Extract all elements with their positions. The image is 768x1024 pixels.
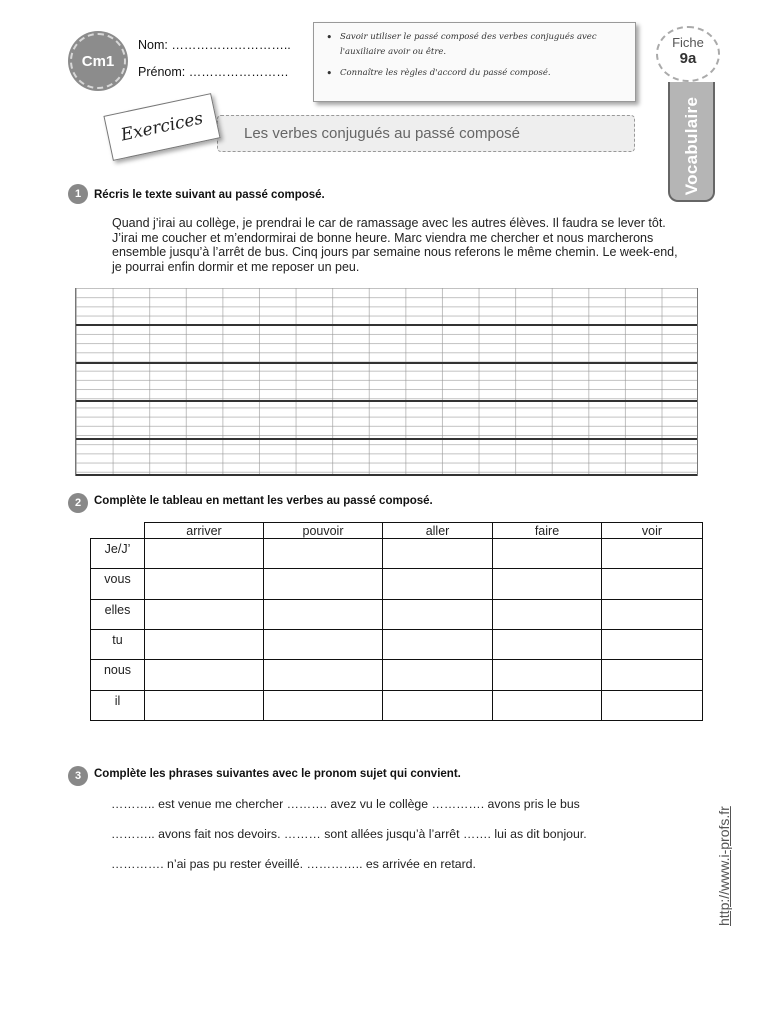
verb-header: aller — [383, 523, 493, 539]
verb-header: arriver — [145, 523, 264, 539]
answer-cell[interactable] — [383, 600, 493, 630]
answer-cell[interactable] — [493, 539, 602, 569]
grid-major-line — [76, 438, 697, 440]
answer-cell[interactable] — [145, 539, 264, 569]
nom-field[interactable]: Nom: ……………………….. — [138, 38, 291, 52]
answer-cell[interactable] — [493, 569, 602, 600]
exercise-number-badge: 1 — [68, 184, 88, 204]
prenom-field[interactable]: Prénom: …………………… — [138, 65, 289, 79]
worksheet-title-box — [217, 115, 635, 152]
answer-cell[interactable] — [145, 630, 264, 660]
fill-in-sentence[interactable]: ……….. est venue me chercher ………. avez vu le collège …………. avons pris le bus — [111, 797, 580, 811]
table-row — [91, 539, 703, 569]
verb-header: pouvoir — [264, 523, 383, 539]
grid-major-line — [76, 474, 697, 476]
answer-cell[interactable] — [493, 691, 602, 721]
exercices-label: Exercices — [119, 108, 205, 146]
table-row — [91, 569, 703, 600]
pronoun-cell: elles — [91, 600, 145, 630]
answer-cell[interactable] — [383, 630, 493, 660]
answer-cell[interactable] — [264, 691, 383, 721]
answer-cell[interactable] — [493, 600, 602, 630]
subject-label: Vocabulaire — [681, 96, 701, 195]
answer-cell[interactable] — [264, 600, 383, 630]
pronoun-cell: vous — [91, 569, 145, 600]
grid-major-line — [76, 324, 697, 326]
answer-cell[interactable] — [383, 569, 493, 600]
table-row — [91, 691, 703, 721]
answer-cell[interactable] — [602, 630, 703, 660]
answer-cell[interactable] — [602, 539, 703, 569]
subject-tab — [668, 82, 715, 202]
level-badge: Cm1 — [70, 33, 126, 89]
answer-cell[interactable] — [493, 660, 602, 691]
exercise-instruction: Récris le texte suivant au passé composé. — [94, 189, 325, 201]
verb-header: faire — [493, 523, 602, 539]
answer-cell[interactable] — [264, 660, 383, 691]
answer-cell[interactable] — [602, 569, 703, 600]
answer-cell[interactable] — [264, 630, 383, 660]
table-row — [91, 630, 703, 660]
answer-cell[interactable] — [145, 660, 264, 691]
answer-cell[interactable] — [602, 600, 703, 630]
exercise-number-badge: 2 — [68, 493, 88, 513]
writing-grid[interactable] — [75, 288, 698, 476]
answer-cell[interactable] — [383, 691, 493, 721]
fiche-badge — [656, 26, 720, 82]
source-url[interactable]: http://www.i-profs.fr — [716, 806, 732, 926]
table-corner — [91, 523, 145, 539]
fiche-number: 9a — [679, 50, 697, 67]
table-row — [91, 660, 703, 691]
answer-cell[interactable] — [264, 539, 383, 569]
answer-cell[interactable] — [264, 569, 383, 600]
pronoun-cell: tu — [91, 630, 145, 660]
fiche-label: Fiche — [672, 35, 704, 50]
objectives-box — [313, 22, 636, 102]
fill-in-sentence[interactable]: …………. n’ai pas pu rester éveillé. ………….. es arrivée en retard. — [111, 857, 476, 871]
fill-in-sentence[interactable]: ……….. avons fait nos devoirs. ……… sont allées jusqu’à l’arrêt ……. lui as dit bonjour. — [111, 827, 587, 841]
worksheet-title: Les verbes conjugués au passé composé — [244, 125, 521, 142]
table-row — [91, 600, 703, 630]
answer-cell[interactable] — [383, 539, 493, 569]
objective-item: • Savoir utiliser le passé composé des verbes conjugués avec l'auxiliaire avoir ou être. — [326, 30, 627, 60]
exercices-label-card — [103, 93, 220, 161]
exercise-number-badge: 3 — [68, 766, 88, 786]
verb-header: voir — [602, 523, 703, 539]
pronoun-cell: nous — [91, 660, 145, 691]
grid-major-line — [76, 362, 697, 364]
exercise-instruction: Complète les phrases suivantes avec le pronom sujet qui convient. — [94, 768, 461, 780]
exercise-passage: Quand j’irai au collège, je prendrai le car de ramassage avec les autres élèves. Il faudra se lever tôt. J’irai me coucher et m’endormirai de bonne heure. Marc viendra me chercher et nous marcherons ensemble jusqu’à l’arrêt de bus. Cinq jours par semaine nous referons le même chemin. Le week-end, je pourrai enfin dormir et me reposer un peu. — [112, 216, 678, 274]
conjugation-table — [90, 522, 703, 721]
answer-cell[interactable] — [602, 691, 703, 721]
answer-cell[interactable] — [383, 660, 493, 691]
pronoun-cell: il — [91, 691, 145, 721]
grid-major-line — [76, 400, 697, 402]
pronoun-cell: Je/J’ — [91, 539, 145, 569]
answer-cell[interactable] — [602, 660, 703, 691]
objective-item: • Connaître les règles d'accord du passé composé. — [326, 66, 627, 81]
answer-cell[interactable] — [145, 569, 264, 600]
exercise-instruction: Complète le tableau en mettant les verbes au passé composé. — [94, 495, 433, 507]
answer-cell[interactable] — [145, 691, 264, 721]
answer-cell[interactable] — [493, 630, 602, 660]
answer-cell[interactable] — [145, 600, 264, 630]
